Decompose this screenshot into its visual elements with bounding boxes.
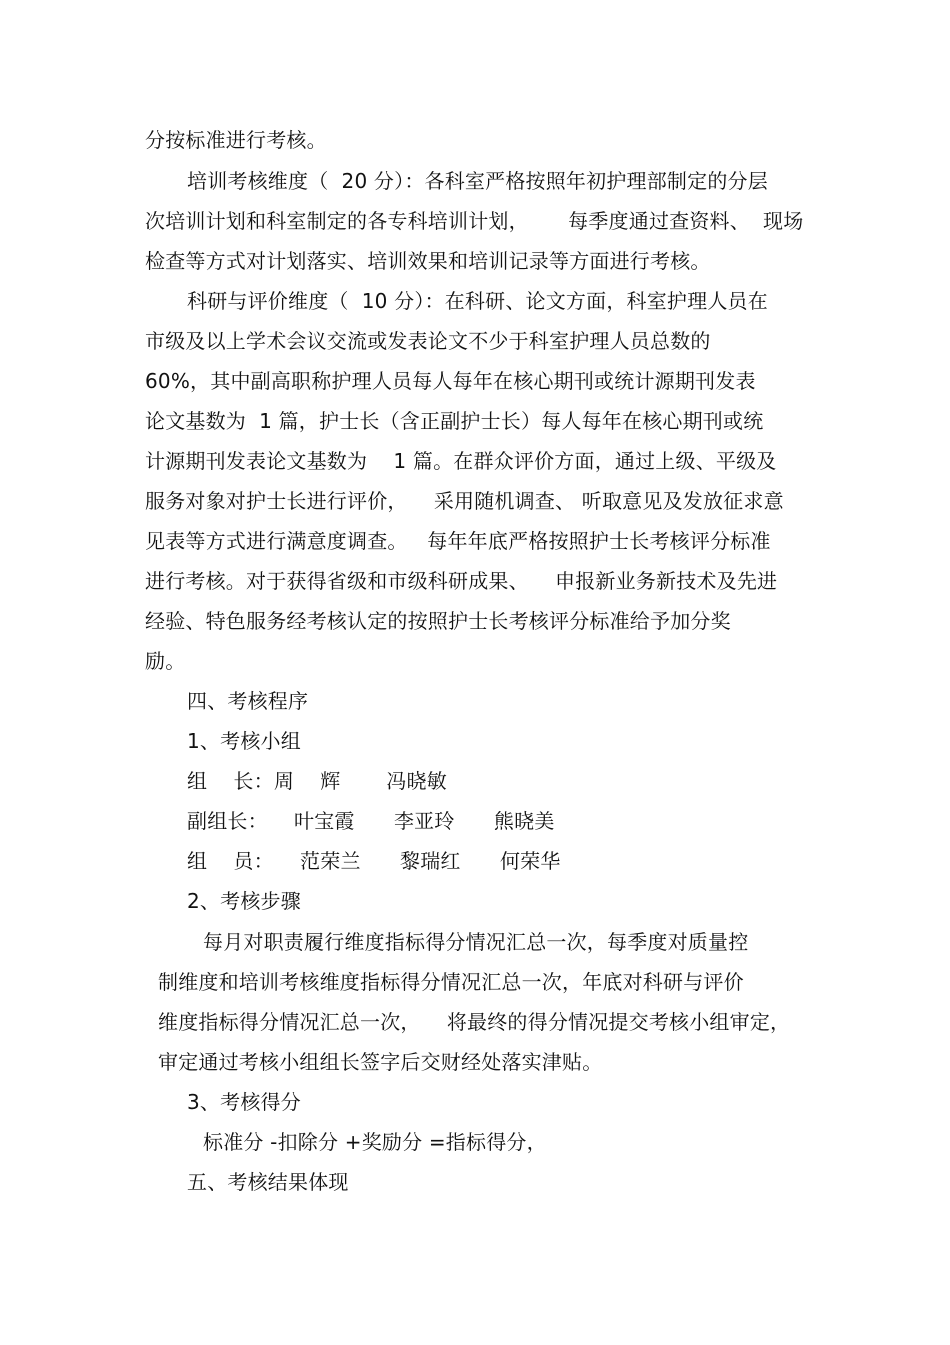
text-line-23: 维度指标得分情况汇总一次， 将最终的得分情况提交考核小组审定， xyxy=(158,1010,791,1034)
text-line-6: 市级及以上学术会议交流或发表论文不少于科室护理人员总数的 xyxy=(145,329,711,353)
section-heading-four: 四、考核程序 xyxy=(187,689,309,713)
text-line-2: 培训考核维度（ 20 分）：各科室严格按照年初护理部制定的分层 xyxy=(187,169,768,193)
section-heading-five: 五、考核结果体现 xyxy=(187,1170,349,1194)
text-line-13: 经验、特色服务经考核认定的按照护士长考核评分标准给予加分奖 xyxy=(145,609,731,633)
subheading-assessment-team: 1、考核小组 xyxy=(187,729,301,753)
text-line-11: 见表等方式进行满意度调查。 每年年底严格按照护士长考核评分标准 xyxy=(145,529,771,553)
team-leader-line: 组 长：周 辉 冯晓敏 xyxy=(187,769,447,793)
subheading-assessment-steps: 2、考核步骤 xyxy=(187,889,301,913)
deputy-leader-line: 副组长： 叶宝霞 李亚玲 熊晓美 xyxy=(187,809,555,833)
text-line-4: 检查等方式对计划落实、培训效果和培训记录等方面进行考核。 xyxy=(145,249,711,273)
subheading-assessment-score: 3、考核得分 xyxy=(187,1090,301,1114)
text-line-7: 60%，其中副高职称护理人员每人每年在核心期刊或统计源期刊发表 xyxy=(145,369,756,393)
text-line-3: 次培训计划和科室制定的各专科培训计划， 每季度通过查资料、 现场 xyxy=(145,209,804,233)
text-line-14: 励。 xyxy=(145,649,186,673)
text-line-21: 每月对职责履行维度指标得分情况汇总一次，每季度对质量控 xyxy=(203,930,749,954)
text-line-5: 科研与评价维度（ 10 分）：在科研、论文方面，科室护理人员在 xyxy=(187,289,768,313)
text-line-10: 服务对象对护士长进行评价， 采用随机调查、 听取意见及发放征求意 xyxy=(145,489,784,513)
text-line-22: 制维度和培训考核维度指标得分情况汇总一次，年底对科研与评价 xyxy=(158,970,744,994)
team-member-line: 组 员： 范荣兰 黎瑞红 何荣华 xyxy=(187,849,561,873)
text-line-9: 计源期刊发表论文基数为 1 篇。在群众评价方面，通过上级、平级及 xyxy=(145,449,777,473)
text-line-12: 进行考核。对于获得省级和市级科研成果、 申报新业务新技术及先进 xyxy=(145,569,778,593)
score-formula: 标准分 -扣除分 +奖励分 =指标得分， xyxy=(203,1130,547,1154)
text-line-1: 分按标准进行考核。 xyxy=(145,128,327,152)
text-line-8: 论文基数为 1 篇，护士长（含正副护士长）每人每年在核心期刊或统 xyxy=(145,409,764,433)
text-line-24: 审定通过考核小组组长签字后交财经处落实津贴。 xyxy=(158,1050,603,1074)
